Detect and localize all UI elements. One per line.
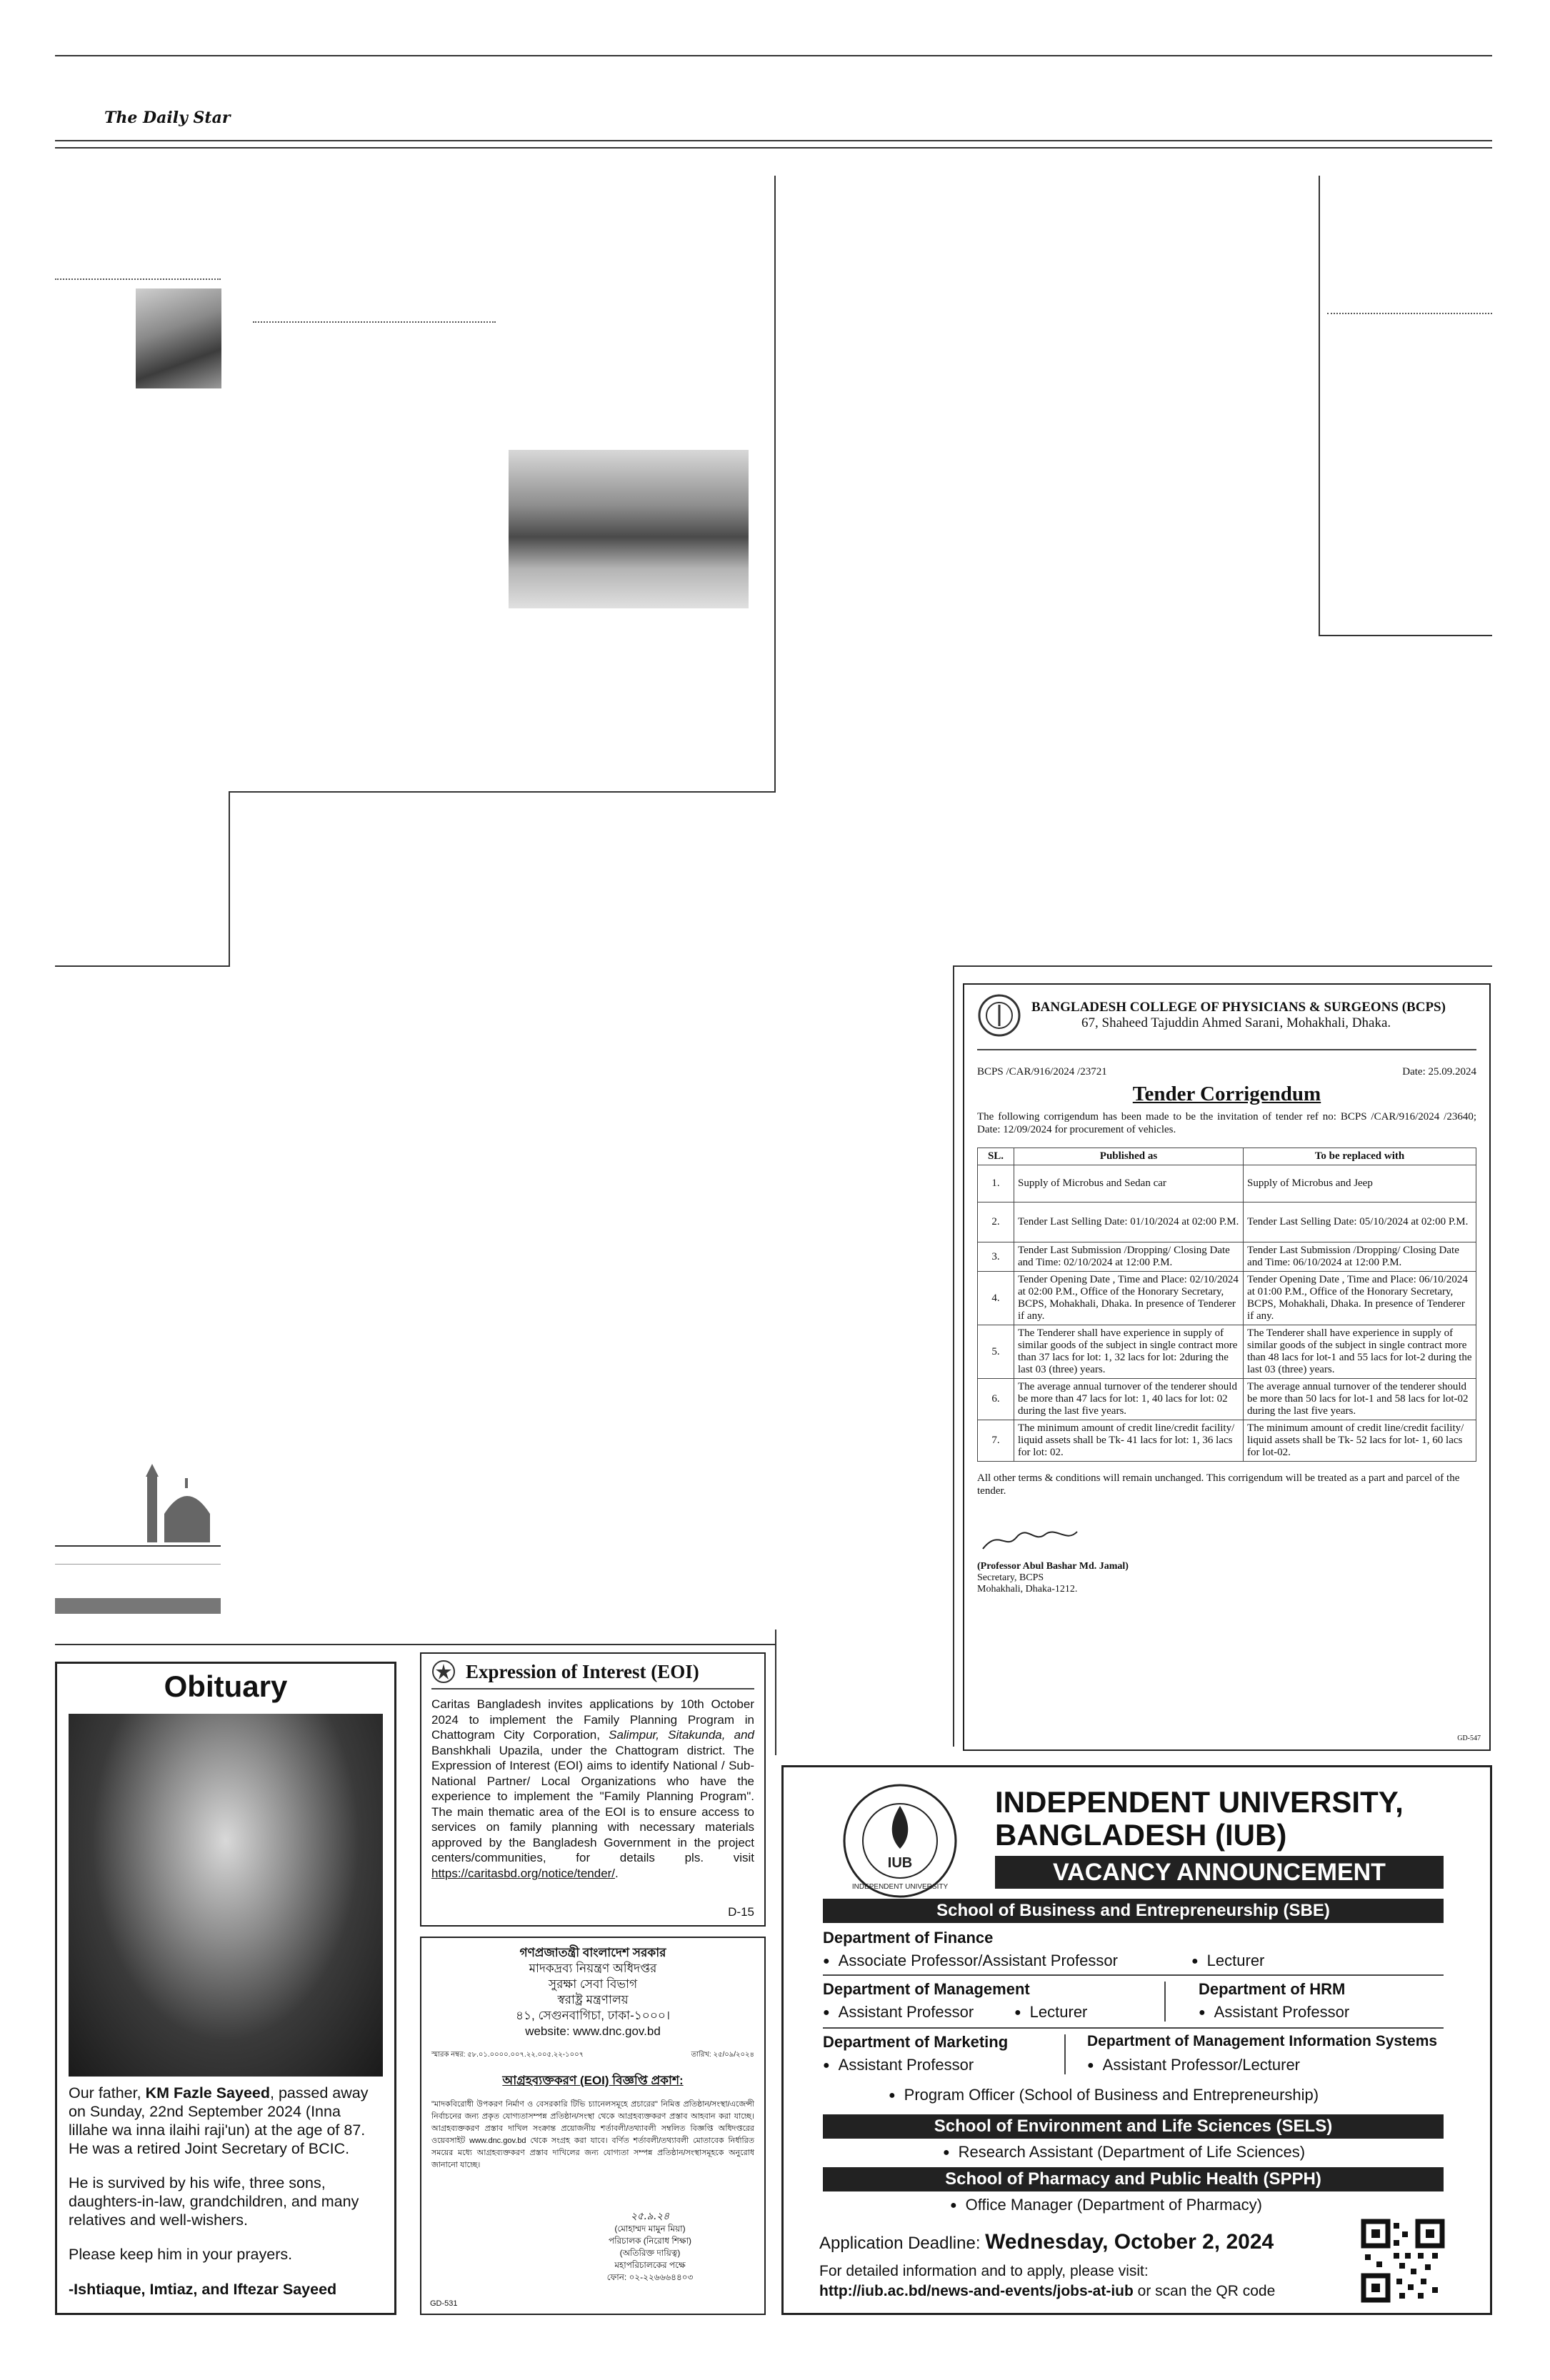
column-divider — [774, 176, 776, 793]
dept-marketing: Department of Marketing — [823, 2033, 1009, 2051]
finance-position-2: ● Lecturer — [1191, 1952, 1264, 1970]
right-column-divider — [1319, 176, 1320, 636]
bcps-logo-icon — [977, 993, 1021, 1038]
dnc-line-3: সুরক্ষা সেবা বিভাগ — [548, 1977, 638, 1991]
tender-code: GD-547 — [1457, 1734, 1481, 1742]
table-cell-sl: 3. — [978, 1242, 1014, 1272]
masthead-rule-1 — [55, 140, 1492, 141]
management-position-1: ● Assistant Professor — [823, 2003, 974, 2022]
dnc-body: "মাদকবিরোধী উপকরণ নির্মাণ ও বেসরকারি টিভি চ্যানেলসমূহে প্রচারের" নিমিত্ত প্রতিষ্ঠান/সংস্থা/এজেন্সী নির্বাচনের জন্য প্রকৃত যোগ্যতাসম্পন্ন প্রতিষ্ঠান/সংস্থা থেকে আগ্রহব্যক্তকরণ প্রস্তাব আহবান করা যাচ্ছে। আগ্রহব্যক্তকরণ প্রস্তাব দাখিল সংক্রান্ত প্রয়োজনীয় শর্তাবলী/তথ্যাবলী সম্বলিত বিজ্ঞপ্তি অধিদপ্তরের ওয়েবসাইট www.dnc.gov.bd থেকে সংগ্রহ করা যাবে। বর্ণিত শর্তাবলী/তথ্যাবলী মোতাবেক নির্ধারিত সময়ের মধ্যে আগ্রহব্যক্তকরণ প্রস্তাব দাখিলের জন্য যোগ্যতা সম্পন্ন প্রতিষ্ঠান/সংস্থাসমূহকে অনুরোধ জানানো যাচ্ছে। — [431, 2100, 754, 2169]
table-row — [978, 1165, 1476, 1202]
table-row — [978, 1379, 1476, 1420]
table-row — [978, 1325, 1476, 1379]
dnc-notice-ad — [420, 1937, 766, 2315]
table-row — [978, 1272, 1476, 1325]
iub-jobs-link[interactable]: http://iub.ac.bd/news-and-events/jobs-at-iub — [819, 2283, 1134, 2299]
article-rule-v — [229, 791, 230, 967]
table-cell-sl: 5. — [978, 1325, 1014, 1379]
dnc-line-4: স্বরাষ্ট্র মন্ত্রণালয় — [557, 1993, 629, 2007]
spph-position-1: ● Office Manager (Department of Pharmacy) — [950, 2196, 1262, 2214]
table-cell-published: The average annual turnover of the tenderer should be more than 47 lacs for lot: 1, 40 lacs for lot: 02 during the last five years. — [1014, 1379, 1244, 1420]
obituary-text: Our father, — [69, 2084, 146, 2102]
signature-icon — [977, 1522, 1084, 1557]
tender-address: 67, Shaheed Tajuddin Ahmed Sarani, Mohakhali, Dhaka. — [1081, 1015, 1391, 1030]
tender-signer-address: Mohakhali, Dhaka-1212. — [977, 1584, 1078, 1595]
dnc-heading: আগ্রহব্যক্তকরণ (EOI) বিজ্ঞপ্তি প্রকাশ: — [502, 2074, 684, 2087]
sbe-bar: School of Business and Entrepreneurship (SBE) — [823, 1899, 1444, 1923]
table-cell-replaced: Supply of Microbus and Jeep — [1244, 1165, 1476, 1202]
table-cell-sl: 7. — [978, 1420, 1014, 1462]
tender-signer-title: Secretary, BCPS — [977, 1572, 1044, 1583]
table-cell-sl: 2. — [978, 1202, 1014, 1242]
obituary-text: , passed away on Sunday, 22nd September 2024 (Inna lillahe wa inna ilaihi raji'un) at the age of 87. He was a retired Joint Secretary of BCIC. — [69, 2084, 369, 2157]
table-cell-replaced: Tender Last Selling Date: 05/10/2024 at 02:00 P.M. — [1244, 1202, 1476, 1242]
landscape-photo — [509, 450, 749, 608]
obituary-signature: -Ishtiaque, Imtiaz, and Iftezar Sayeed — [69, 2281, 337, 2298]
spph-bar: School of Pharmacy and Public Health (SPPH) — [823, 2167, 1444, 2191]
iub-apply-line — [819, 2283, 1275, 2300]
eoi-text: . — [615, 1866, 619, 1880]
tender-heading: Tender Corrigendum — [1132, 1083, 1321, 1105]
table-cell-published: Tender Opening Date , Time and Place: 02/10/2024 at 02:00 P.M., Office of the Honorary Secretary, BCPS, Mohakhali, Dhaka. In presence of Tenderer if any. — [1014, 1272, 1244, 1325]
dnc-code: GD-531 — [430, 2299, 458, 2308]
caritas-logo-icon — [431, 1660, 456, 1684]
table-row — [978, 1242, 1476, 1272]
dnc-line-2: মাদকদ্রব্য নিয়ন্ত্রণ অধিদপ্তর — [529, 1962, 657, 1975]
tender-intro: The following corrigendum has been made to be the invitation of tender ref no: BCPS /CAR/916/2024 /23640; Date: 12/09/2024 for procurement of vehicles. — [977, 1111, 1476, 1135]
eoi-code: D-15 — [728, 1905, 754, 1919]
table-cell-sl: 4. — [978, 1272, 1014, 1325]
table-row — [978, 1202, 1476, 1242]
table-cell-sl: 6. — [978, 1379, 1014, 1420]
table-cell-published: Supply of Microbus and Sedan car — [1014, 1165, 1244, 1202]
tender-closing: All other terms & conditions will remain unchanged. This corrigendum will be treated as a part and parcel of the tender. — [977, 1472, 1460, 1497]
tender-top-rule — [953, 965, 1492, 967]
eoi-heading: Expression of Interest (EOI) — [466, 1660, 699, 1682]
masthead-rule-2 — [55, 147, 1492, 149]
table-cell-published: Tender Last Selling Date: 01/10/2024 at 02:00 P.M. — [1014, 1202, 1244, 1242]
mis-position-1: ● Assistant Professor/Lecturer — [1087, 2056, 1300, 2074]
table-cell-replaced: The average annual turnover of the tenderer should be more than 50 lacs for lot-1 and 58 lacs for lot-02 during the last five years. — [1244, 1379, 1476, 1420]
ad-area-rule — [55, 1644, 776, 1645]
iub-vacancy-ad — [781, 1765, 1492, 2315]
table-cell-published: The Tenderer shall have experience in supply of similar goods of the subject in single contract more than 37 lacs for lot: 1, 32 lacs for lot: 2during the last 03 (three) years. — [1014, 1325, 1244, 1379]
obituary-ad — [55, 1662, 396, 2315]
dnc-ref: স্মারক নম্বর: ৫৮.০১.০০০০.০০৭.২২.০০৫.২২-১০০৭ — [431, 2051, 584, 2059]
eoi-link[interactable]: https://caritasbd.org/notice/tender/ — [431, 1866, 616, 1880]
table-cell-replaced: The minimum amount of credit line/credit facility/ liquid assets shall be Tk- 52 lacs for lot- 1, 60 lacs for lot-02. — [1244, 1420, 1476, 1462]
dotted-rule — [1327, 313, 1492, 314]
finance-position-1: ● Associate Professor/Assistant Professor — [823, 1952, 1118, 1970]
columnist-photo — [136, 288, 221, 388]
tender-signer: (Professor Abul Bashar Md. Jamal) — [977, 1561, 1129, 1572]
program-officer-position: ● Program Officer (School of Business and Entrepreneurship) — [889, 2086, 1319, 2104]
ad-area-rule-v — [775, 1630, 776, 1755]
dnc-date: তারিখ: ২৫/০৯/২০২৪ — [691, 2051, 754, 2059]
eoi-text: Caritas Bangladesh invites applications by 10th October 2024 to implement the Family Planning Program in Chattogram City Corporation, — [431, 1697, 754, 1742]
deadline-date: Wednesday, October 2, 2024 — [985, 2230, 1274, 2254]
iub-logo-text: IUB — [887, 1855, 913, 1871]
obituary-photo — [69, 1714, 383, 2077]
obituary-paragraph-1 — [69, 2084, 383, 2158]
management-position-2: ● Lecturer — [1014, 2003, 1087, 2022]
tender-left-rule — [953, 965, 954, 1747]
eoi-text-italic: Salimpur, Sitakunda, and — [609, 1728, 754, 1742]
masthead-title: The Daily Star — [104, 109, 231, 127]
divider — [823, 1974, 1444, 1976]
top-rule — [55, 55, 1492, 56]
dnc-signature-date: ২৫.৯.২৪ — [630, 2211, 670, 2222]
sels-bar: School of Environment and Life Sciences (SELS) — [823, 2114, 1444, 2139]
iub-logo-ring-text: INDEPENDENT UNIVERSITY — [851, 1883, 949, 1891]
obituary-heading: Obituary — [164, 1669, 288, 1703]
iub-info: For detailed information and to apply, please visit: — [819, 2263, 1149, 2279]
dnc-line-1: গণপ্রজাতন্ত্রী বাংলাদেশ সরকার — [519, 1946, 666, 1959]
tender-corrigendum-ad — [963, 983, 1491, 1751]
divider — [1164, 1982, 1166, 2022]
dept-finance: Department of Finance — [823, 1929, 994, 1947]
article-rule — [229, 791, 776, 793]
dnc-signer-title: পরিচালক (নিরোধ শিক্ষা) — [608, 2236, 692, 2246]
deadline-label: Application Deadline: — [819, 2234, 981, 2253]
dept-hrm: Department of HRM — [1199, 1980, 1346, 1998]
hrm-position-1: ● Assistant Professor — [1199, 2003, 1349, 2022]
obituary-name: KM Fazle Sayeed — [145, 2084, 271, 2102]
obituary-paragraph-2: He is survived by his wife, three sons, daughters-in-law, grandchildren, and many relatives and well-wishers. — [69, 2174, 359, 2229]
table-header: To be replaced with — [1244, 1148, 1476, 1165]
section-rule — [55, 1545, 221, 1547]
grey-bar — [55, 1598, 221, 1614]
marketing-position-1: ● Assistant Professor — [823, 2056, 974, 2074]
table-cell-published: Tender Last Submission /Dropping/ Closing Date and Time: 02/10/2024 at 12:00 P.M. — [1014, 1242, 1244, 1272]
table-header: SL. — [978, 1148, 1014, 1165]
iub-title-1: INDEPENDENT UNIVERSITY, — [995, 1785, 1404, 1819]
dnc-signer: (মোহাম্মদ মামুন মিয়া) — [614, 2224, 686, 2234]
application-deadline — [819, 2230, 1274, 2254]
divider — [823, 2027, 1444, 2029]
dotted-rule — [253, 321, 496, 323]
table-header: Published as — [1014, 1148, 1244, 1165]
table-cell-replaced: Tender Opening Date , Time and Place: 06/10/2024 at 01:00 P.M., Office of the Honorary Secretary, BCPS, Mohakhali, Dhaka. In presence of Tenderer if any. — [1244, 1272, 1476, 1325]
eoi-text: Banshkhali Upazila, under the Chattogram district. The Expression of Interest (EOI) aims to identify National / Sub-National Partner/ Local Organizations who have the experience to implement the "Family Planning Program". The main thematic area of the EOI is to ensure access to services on family planning with necessary materials approved by the Bangladesh Government in the project centers/communities, for details pls. visit — [431, 1743, 754, 1864]
dnc-website: website: www.dnc.gov.bd — [525, 2024, 661, 2038]
mosque-icon — [143, 1464, 221, 1542]
dnc-line-5: ৪১, সেগুনবাগিচা, ঢাকা-১০০০। — [515, 2009, 671, 2022]
eoi-body — [431, 1697, 754, 1881]
tender-org: BANGLADESH COLLEGE OF PHYSICIANS & SURGEONS (BCPS) — [1031, 1000, 1446, 1015]
dotted-rule — [55, 278, 221, 280]
table-row — [978, 1420, 1476, 1462]
section-rule-thin — [55, 1564, 221, 1565]
qr-instruction: or scan the QR code — [1133, 2283, 1276, 2299]
dnc-signer-note: (অতিরিক্ত দায়িত্ব) — [619, 2248, 681, 2258]
divider — [1064, 2034, 1066, 2074]
iub-logo-icon — [839, 1780, 961, 1902]
sels-position-1: ● Research Assistant (Department of Life Sciences) — [943, 2143, 1305, 2161]
dnc-phone: ফোন: ০২-২২৬৬৬৪৪০৩ — [606, 2272, 694, 2282]
dept-mis: Department of Management Information Systems — [1087, 2033, 1438, 2049]
iub-title-2: BANGLADESH (IUB) — [995, 1818, 1287, 1852]
right-column-rule — [1319, 635, 1492, 636]
tender-table — [977, 1148, 1476, 1462]
tender-date: Date: 25.09.2024 — [1402, 1066, 1476, 1078]
dept-management: Department of Management — [823, 1980, 1030, 1998]
table-cell-replaced: Tender Last Submission /Dropping/ Closing Date and Time: 06/10/2024 at 12:00 P.M. — [1244, 1242, 1476, 1272]
qr-code-icon[interactable] — [1361, 2219, 1445, 2303]
eoi-ad — [420, 1652, 766, 1927]
iub-banner: VACANCY ANNOUNCEMENT — [995, 1856, 1444, 1889]
table-cell-sl: 1. — [978, 1165, 1014, 1202]
tender-ref: BCPS /CAR/916/2024 /23721 — [977, 1066, 1107, 1078]
article-rule-bottom — [55, 965, 230, 967]
table-cell-published: The minimum amount of credit line/credit facility/ liquid assets shall be Tk- 41 lacs for lot: 1, 36 lacs for lot: 02. — [1014, 1420, 1244, 1462]
table-cell-replaced: The Tenderer shall have experience in supply of similar goods of the subject in single contract more than 48 lacs for lot-1 and 55 lacs for lot-2 during the last 03 (three) years. — [1244, 1325, 1476, 1379]
dnc-signer-behalf: মহাপরিচালকের পক্ষে — [614, 2260, 686, 2270]
obituary-paragraph-3: Please keep him in your prayers. — [69, 2246, 293, 2263]
